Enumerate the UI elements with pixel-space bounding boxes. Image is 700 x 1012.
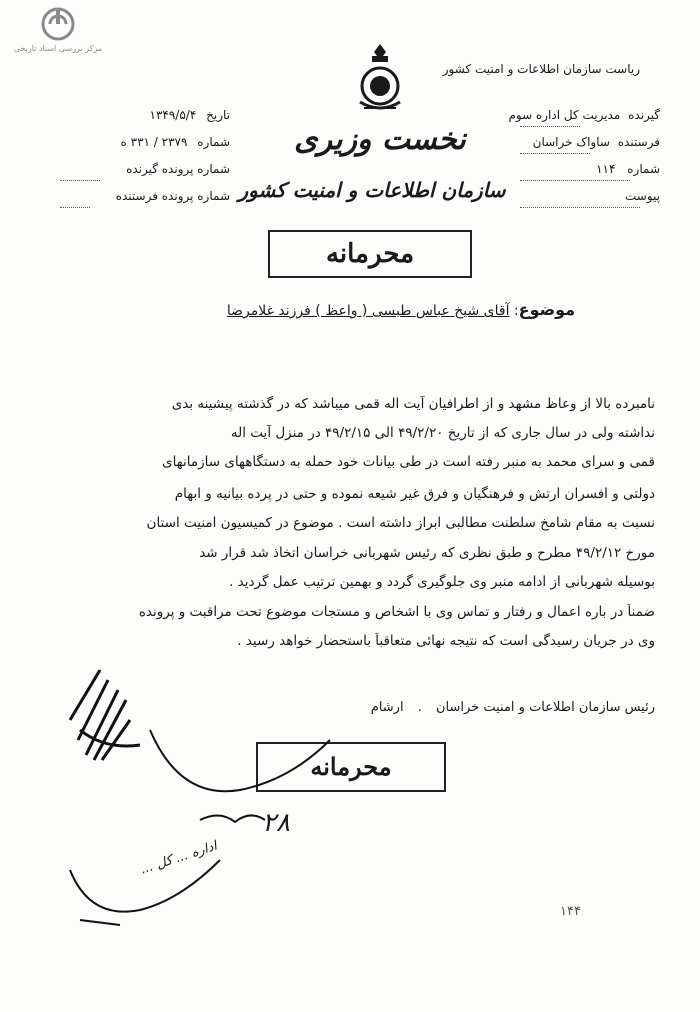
right-header-fields — [460, 108, 660, 216]
sender-field — [460, 135, 660, 162]
sender-value: ساواک خراسان — [532, 135, 610, 149]
subject-label: موضوع — [518, 300, 575, 319]
number-field — [460, 162, 660, 189]
recipient-file-field — [60, 162, 230, 189]
body-line: ضمناً در باره اعمال و رفتار و تماس وی با اشخاص و مستجات موضوع تحت مراقبت و پرونده — [138, 604, 655, 620]
body-line: نداشته ولی در سال جاری که از تاریخ ۴۹/۲/۲۰ الی ۴۹/۲/۱۵ در منزل آیت اله — [230, 425, 655, 441]
handwritten-signature — [60, 660, 150, 770]
archive-watermark — [8, 6, 108, 58]
recipient-label: گیرنده — [628, 108, 660, 122]
subject-text: آقای شیخ عباس طبسی ( واعظ ) فرزند غلامرضا — [226, 303, 510, 319]
body-line: نسبت به مقام شامخ سلطنت مطالبی ابراز داشته است . موضوع در کمیسیون امنیت استان — [146, 515, 655, 531]
header-top-line: ریاست سازمان اطلاعات و امنیت کشور — [442, 62, 640, 76]
classification-stamp — [268, 230, 472, 278]
ref-number-label: شماره — [197, 135, 230, 149]
page-subtitle: سازمان اطلاعات و امنیت کشور — [238, 178, 506, 202]
signature-title-line: رئیس سازمان اطلاعات و امنیت خراسان . ارشام — [370, 700, 655, 715]
classification-label: محرمانه — [325, 239, 415, 269]
confidential-stamp-label: محرمانه — [310, 752, 392, 781]
archive-logo-icon — [36, 6, 80, 42]
handwritten-flourish — [140, 720, 340, 830]
body-line: دولتی و افسران ارتش و فرهنگیان و فرق غیر شیعه نموده و حتی در پرده بیانیه و ابهام — [174, 486, 655, 502]
handwritten-scribble — [60, 850, 230, 930]
subject-line: موضوع: آقای شیخ عباس طبسی ( واعظ ) فرزند غلامرضا — [226, 300, 575, 319]
number-value: ۱۱۴ — [596, 162, 616, 176]
handwritten-note: اداره ... کل ... — [138, 838, 219, 878]
attachment-field — [460, 189, 660, 216]
lion-and-sun-crown-emblem-icon — [350, 42, 410, 118]
signature-name: ارشام — [370, 700, 404, 715]
body-line: قمی و سرای محمد به منبر رفته است در طی بیانات خود حمله به دستگاههای سازمانهای — [162, 454, 655, 470]
sender-label: فرستنده — [617, 135, 660, 149]
ref-number-value: ۲۳۷۹ / ۳۳۱ ه — [120, 135, 188, 149]
recipient-file-label: شماره پرونده گیرنده — [126, 162, 230, 176]
sender-file-label: شماره پرونده فرستنده — [115, 189, 230, 203]
faint-number: ۱۴۴ — [560, 904, 581, 919]
signature-title: رئیس سازمان اطلاعات و امنیت خراسان — [435, 700, 655, 715]
date-value: ۱۳۴۹/۵/۴ — [149, 108, 197, 122]
body-line: نامبرده بالا از وعاظ مشهد و از اطرافیان آیت اله قمی میباشد که در گذشته پیشینه بدی — [171, 396, 655, 412]
date-label: تاریخ — [206, 108, 230, 122]
recipient-field — [460, 108, 660, 135]
page-title: نخست وزیری — [294, 122, 466, 157]
body-line: وی در جریان رسیدگی است که نتیجه نهائی متعاقباً باستحضار خواهد رسید . — [237, 633, 655, 649]
recipient-value: مدیریت کل اداره سوم — [508, 108, 621, 122]
body-line: بوسیله شهربانی از ادامه منبر وی جلوگیری گردد و بهمین ترتیب عمل گردید . — [229, 574, 655, 590]
body-line: مورخ ۴۹/۲/۱۲ مطرح و طبق نظری که رئیس شهربانی خراسان اتخاذ شد قرار شد — [199, 545, 655, 561]
left-header-fields — [60, 108, 230, 216]
handwritten-number: ۲۸ — [262, 808, 290, 838]
attachment-label: پیوست — [625, 189, 660, 203]
sender-file-field — [60, 189, 230, 216]
archive-caption: مرکز بررسی اسناد تاریخی — [13, 44, 103, 53]
date-field — [60, 108, 230, 135]
ref-number-field — [60, 135, 230, 162]
number-label: شماره — [627, 162, 660, 176]
